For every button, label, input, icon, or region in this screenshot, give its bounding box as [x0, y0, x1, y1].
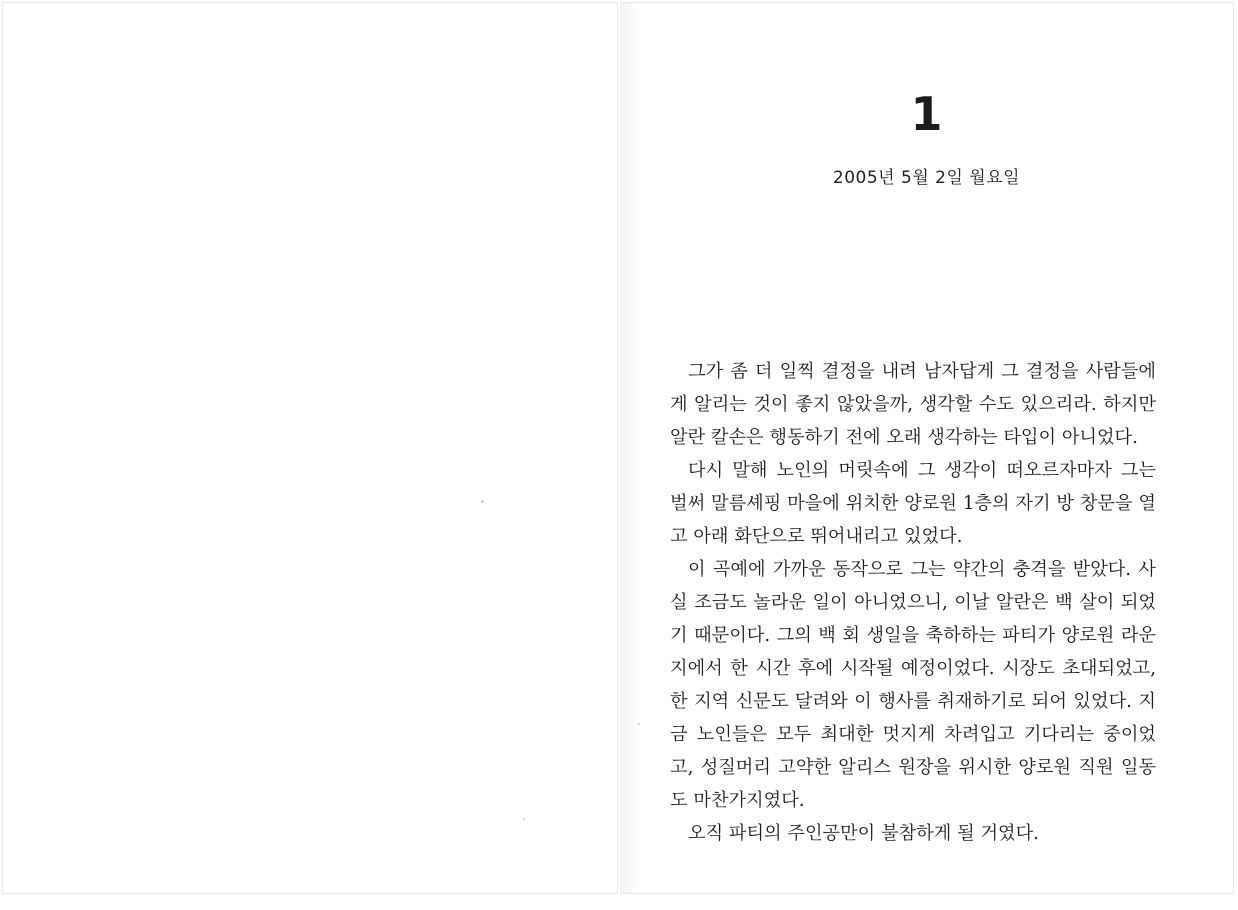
text-line: 고, 성질머리 고약한 알리스 원장을 위시한 양로원 직원 일동 — [670, 757, 1156, 778]
text-line: 금 노인들은 모두 최대한 멋지게 차려입고 기다리는 중이었 — [670, 724, 1156, 745]
text-line: 알란 칼손은 행동하기 전에 오래 생각하는 타입이 아니었다. — [670, 427, 1138, 448]
paper-speck — [523, 818, 525, 820]
text-line: 도 마찬가지였다. — [670, 790, 805, 811]
text-line: 게 알리는 것이 좋지 않았을까, 생각할 수도 있으리라. 하지만 — [670, 394, 1156, 415]
body-text — [670, 355, 1156, 850]
text-line: 기 때문이다. 그의 백 회 생일을 축하하는 파티가 양로원 라운 — [670, 625, 1156, 646]
text-line: 한 지역 신문도 달려와 이 행사를 취재하기로 되어 있었다. 지 — [670, 691, 1156, 712]
left-page — [2, 2, 618, 894]
chapter-date: 2005년 5월 2일 월요일 — [832, 168, 1021, 188]
text-line: 다시 말해 노인의 머릿속에 그 생각이 떠오르자마자 그는 — [688, 460, 1156, 481]
right-page — [620, 2, 1234, 894]
text-line: 벌써 말름셰핑 마을에 위치한 양로원 1층의 자기 방 창문을 열 — [670, 493, 1156, 514]
text-line: 그가 좀 더 일찍 결정을 내려 남자답게 그 결정을 사람들에 — [688, 361, 1156, 382]
text-line: 고 아래 화단으로 뛰어내리고 있었다. — [670, 526, 963, 547]
paper-speck — [481, 500, 484, 503]
text-line: 실 조금도 놀라운 일이 아니었으니, 이날 알란은 백 살이 되었 — [670, 592, 1156, 613]
text-line: 이 곡예에 가까운 동작으로 그는 약간의 충격을 받았다. 사 — [688, 559, 1156, 580]
text-line: 오직 파티의 주인공만이 불참하게 될 거였다. — [688, 823, 1039, 844]
text-line: 지에서 한 시간 후에 시작될 예정이었다. 시장도 초대되었고, — [670, 658, 1156, 679]
paper-speck — [638, 723, 640, 725]
chapter-number: 1 — [910, 87, 943, 141]
